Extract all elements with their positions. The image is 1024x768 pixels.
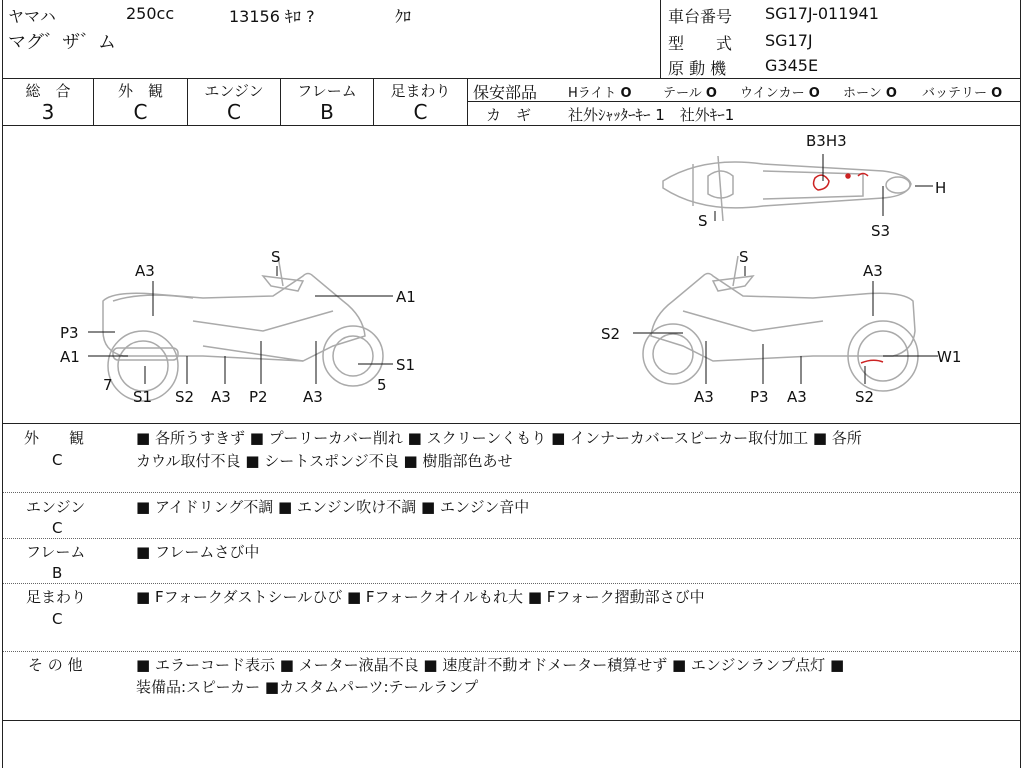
header-divider xyxy=(2,78,1021,79)
engine-label: 原 動 機 xyxy=(668,59,727,78)
note-sep xyxy=(3,492,1020,493)
displacement: 250cc xyxy=(126,4,175,23)
note-other-line1: ■ エラーコード表示 ■ メーター液晶不良 ■ 速度計不動オドメーター積算せず ■ エンジンランプ点灯 ■ xyxy=(136,656,845,674)
grade-suspension-value: C xyxy=(413,100,428,124)
label-left-bottom-a3-2: A3 xyxy=(303,388,323,406)
note-other-line2: 装備品:スピーカー ■カスタムパーツ:テールランプ xyxy=(136,678,479,696)
engine-code: G345E xyxy=(765,56,819,75)
note-exterior-grade: C xyxy=(52,451,63,469)
safety-tail: テール O xyxy=(663,86,717,101)
frame-no-label: 車台番号 xyxy=(668,7,733,26)
maker: ヤマハ xyxy=(8,7,56,26)
label-left-s1: S1 xyxy=(396,356,416,374)
label-left-p3: P3 xyxy=(60,324,79,342)
grade-engine-value: C xyxy=(227,100,241,124)
header-col-sep xyxy=(660,0,661,78)
grade-suspension-label: 足まわり xyxy=(390,82,451,100)
label-h: H xyxy=(935,179,947,197)
model-name: マグ゛ザ゛ム xyxy=(8,32,116,53)
diagram-divider xyxy=(2,423,1021,424)
safety-label: 保安部品 xyxy=(473,83,538,102)
label-left-bottom-s1: S1 xyxy=(133,388,153,406)
note-sep xyxy=(3,538,1020,539)
grade-overall-value: 3 xyxy=(41,100,55,124)
grade-exterior-label: 外 観 xyxy=(117,82,163,100)
label-left-7: 7 xyxy=(103,376,113,394)
grade-frame-label: フレーム xyxy=(297,82,357,100)
note-suspension-label: 足まわり xyxy=(26,588,87,606)
color: ｸﾛ xyxy=(395,7,412,26)
label-right-a3-top: A3 xyxy=(863,262,883,280)
label-right-s2: S2 xyxy=(601,325,621,343)
note-engine-label: エンジン xyxy=(26,498,86,516)
note-exterior-line1: ■ 各所うすきず ■ プーリーカバー削れ ■ スクリーンくもり ■ インナーカバースピーカー取付加工 ■ 各所 xyxy=(136,429,862,447)
bottom-divider xyxy=(2,720,1021,721)
col-sep xyxy=(467,78,468,125)
note-frame-grade: B xyxy=(52,564,63,582)
label-left-s: S xyxy=(271,248,281,266)
label-left-5: 5 xyxy=(377,376,387,394)
label-left-a3-top: A3 xyxy=(135,262,155,280)
note-sep xyxy=(3,583,1020,584)
grade-frame-value: B xyxy=(320,100,334,124)
label-right-bottom-a3: A3 xyxy=(694,388,714,406)
note-frame-label: フレーム xyxy=(26,543,86,561)
note-suspension-grade: C xyxy=(52,610,63,628)
note-sep xyxy=(3,651,1020,652)
note-other-label: そ の 他 xyxy=(28,656,83,674)
safety-horn: ホーン O xyxy=(843,86,897,101)
note-exterior-line2: カウル取付不良 ■ シートスポンジ不良 ■ 樹脂部色あせ xyxy=(136,452,513,470)
label-right-s: S xyxy=(739,248,749,266)
frame-no: SG17J-011941 xyxy=(765,4,879,23)
safety-winker: ウインカー O xyxy=(740,86,820,101)
label-right-w1: W1 xyxy=(937,348,962,366)
grade-exterior-value: C xyxy=(133,100,148,124)
label-right-bottom-p3: P3 xyxy=(750,388,769,406)
label-s3: S3 xyxy=(871,222,891,240)
note-frame-line1: ■ フレームさび中 xyxy=(136,543,260,561)
label-left-a1-right: A1 xyxy=(396,288,416,306)
type-label: 型 式 xyxy=(668,34,733,53)
damage-diagram xyxy=(3,126,1020,422)
label-left-bottom-p2: P2 xyxy=(249,388,268,406)
label-left-bottom-a3: A3 xyxy=(211,388,231,406)
mileage: 13156 ｷﾛ ? xyxy=(229,7,315,26)
key-divider xyxy=(467,101,1020,102)
key-label: カ ギ xyxy=(486,106,532,124)
safety-battery: バッテリー O xyxy=(922,86,1003,101)
label-top-s: S xyxy=(698,212,708,230)
label-b3h3: B3H3 xyxy=(806,132,847,150)
label-left-bottom-s2: S2 xyxy=(175,388,195,406)
note-engine-grade: C xyxy=(52,519,63,537)
safety-headlight: Hライト O xyxy=(568,86,632,101)
note-exterior-label: 外 観 xyxy=(24,429,85,447)
label-left-a1: A1 xyxy=(60,348,80,366)
note-suspension-line1: ■ Fフォークダストシールひび ■ Fフォークオイルもれ大 ■ Fフォーク摺動部さび中 xyxy=(136,588,705,606)
label-right-bottom-a3-2: A3 xyxy=(787,388,807,406)
right-border xyxy=(1020,0,1021,768)
label-right-bottom-s2: S2 xyxy=(855,388,875,406)
grade-overall-label: 総 合 xyxy=(25,82,71,100)
key-value: 社外ｼｬｯﾀｰｷｰ 1 社外ｷｰ1 xyxy=(568,106,735,124)
note-engine-line1: ■ アイドリング不調 ■ エンジン吹け不調 ■ エンジン音中 xyxy=(136,498,530,516)
type: SG17J xyxy=(765,31,813,50)
grade-engine-label: エンジン xyxy=(204,82,264,100)
